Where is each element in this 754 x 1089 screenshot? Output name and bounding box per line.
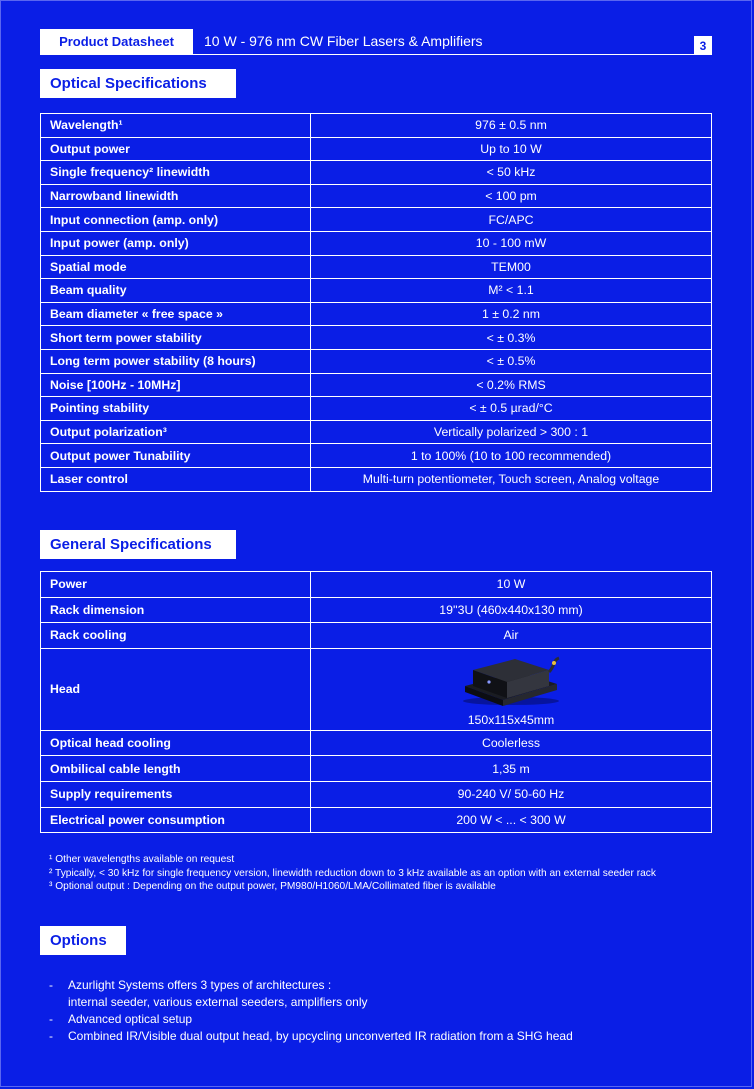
spec-label: Output power	[41, 137, 311, 161]
table-row	[41, 781, 712, 807]
list-item	[49, 1011, 699, 1028]
spec-label: Input power (amp. only)	[41, 231, 311, 255]
general-spec-heading: General Specifications	[40, 530, 236, 559]
footnote: ³ Optional output : Depending on the output power, PM980/H1060/LMA/Collimated fiber is available	[49, 881, 496, 892]
spec-label: Supply requirements	[41, 781, 311, 807]
spec-value: < 50 kHz	[311, 161, 712, 185]
spec-label: Single frequency² linewidth	[41, 161, 311, 185]
list-dash: -	[49, 1012, 53, 1026]
table-row	[41, 208, 712, 232]
spec-label: Input connection (amp. only)	[41, 208, 311, 232]
page-number: 3	[694, 36, 712, 55]
spec-value: < 100 pm	[311, 184, 712, 208]
spec-label: Rack cooling	[41, 623, 311, 649]
table-row	[41, 807, 712, 833]
table-row	[41, 648, 712, 730]
spec-value: Multi-turn potentiometer, Touch screen, Analog voltage	[311, 467, 712, 491]
option-text: Azurlight Systems offers 3 types of architectures :	[68, 978, 332, 992]
spec-label: Power	[41, 572, 311, 598]
spec-value: 1 to 100% (10 to 100 recommended)	[311, 444, 712, 468]
table-row	[41, 279, 712, 303]
spec-label: Short term power stability	[41, 326, 311, 350]
spec-value: FC/APC	[311, 208, 712, 232]
spec-label: Narrowband linewidth	[41, 184, 311, 208]
list-item	[49, 1028, 699, 1045]
spec-label: Head	[41, 648, 311, 730]
table-row	[41, 255, 712, 279]
table-row	[41, 623, 712, 649]
head-dimensions: 150x115x45mm	[467, 712, 555, 727]
table-row	[41, 326, 712, 350]
optical-spec-table	[40, 113, 712, 492]
spec-value	[311, 648, 712, 730]
spec-label: Noise [100Hz - 10MHz]	[41, 373, 311, 397]
table-row	[41, 161, 712, 185]
table-row	[41, 444, 712, 468]
table-row	[41, 184, 712, 208]
spec-value: 19''3U (460x440x130 mm)	[311, 597, 712, 623]
footnotes	[49, 853, 689, 894]
spec-label: Output power Tunability	[41, 444, 311, 468]
option-text: Combined IR/Visible dual output head, by upcycling unconverted IR radiation from a SHG head	[68, 1029, 573, 1043]
laser-head-image	[459, 656, 563, 706]
table-row	[41, 467, 712, 491]
spec-value: Coolerless	[311, 730, 712, 756]
table-row	[41, 756, 712, 782]
table-row	[41, 373, 712, 397]
optical-spec-heading: Optical Specifications	[40, 69, 236, 98]
spec-value: Up to 10 W	[311, 137, 712, 161]
list-dash: -	[49, 1029, 53, 1043]
spec-value: < ± 0.3%	[311, 326, 712, 350]
spec-label: Beam quality	[41, 279, 311, 303]
spec-label: Pointing stability	[41, 397, 311, 421]
spec-label: Optical head cooling	[41, 730, 311, 756]
table-row	[41, 302, 712, 326]
spec-label: Ombilical cable length	[41, 756, 311, 782]
spec-label: Rack dimension	[41, 597, 311, 623]
header-title: 10 W - 976 nm CW Fiber Lasers & Amplifiers	[204, 33, 483, 49]
spec-value: 976 ± 0.5 nm	[311, 114, 712, 138]
spec-value: M² < 1.1	[311, 279, 712, 303]
spec-value: 1,35 m	[311, 756, 712, 782]
table-row	[41, 114, 712, 138]
spec-value: 1 ± 0.2 nm	[311, 302, 712, 326]
footnote: ² Typically, < 30 kHz for single frequency version, linewidth reduction down to 3 kHz available as an option with an external seeder rack	[49, 867, 656, 879]
table-row	[41, 420, 712, 444]
list-dash: -	[49, 978, 53, 992]
spec-value: 10 - 100 mW	[311, 231, 712, 255]
spec-label: Output polarization³	[41, 420, 311, 444]
footnote: ¹ Other wavelengths available on request	[49, 854, 235, 865]
spec-value: < ± 0.5%	[311, 349, 712, 373]
list-item	[49, 977, 699, 1011]
spec-label: Laser control	[41, 467, 311, 491]
table-row	[41, 572, 712, 598]
spec-label: Electrical power consumption	[41, 807, 311, 833]
spec-value: < ± 0.5 µrad/°C	[311, 397, 712, 421]
spec-label: Wavelength¹	[41, 114, 311, 138]
options-list	[49, 977, 699, 1045]
spec-label: Beam diameter « free space »	[41, 302, 311, 326]
spec-value: < 0.2% RMS	[311, 373, 712, 397]
option-text: Advanced optical setup	[68, 1012, 193, 1026]
spec-label: Spatial mode	[41, 255, 311, 279]
header-rule	[40, 54, 712, 55]
table-row	[41, 397, 712, 421]
general-spec-table	[40, 571, 712, 833]
spec-value: Vertically polarized > 300 : 1	[311, 420, 712, 444]
spec-value: Air	[311, 623, 712, 649]
table-row	[41, 137, 712, 161]
spec-label: Long term power stability (8 hours)	[41, 349, 311, 373]
table-row	[41, 730, 712, 756]
spec-value: 10 W	[311, 572, 712, 598]
table-row	[41, 597, 712, 623]
table-row	[41, 231, 712, 255]
spec-value: TEM00	[311, 255, 712, 279]
options-heading: Options	[40, 926, 126, 955]
option-text-continued: internal seeder, various external seeders, amplifiers only	[68, 995, 368, 1009]
header-tag: Product Datasheet	[40, 29, 193, 54]
spec-value: 200 W < ... < 300 W	[311, 807, 712, 833]
table-row	[41, 349, 712, 373]
spec-value: 90-240 V/ 50-60 Hz	[311, 781, 712, 807]
